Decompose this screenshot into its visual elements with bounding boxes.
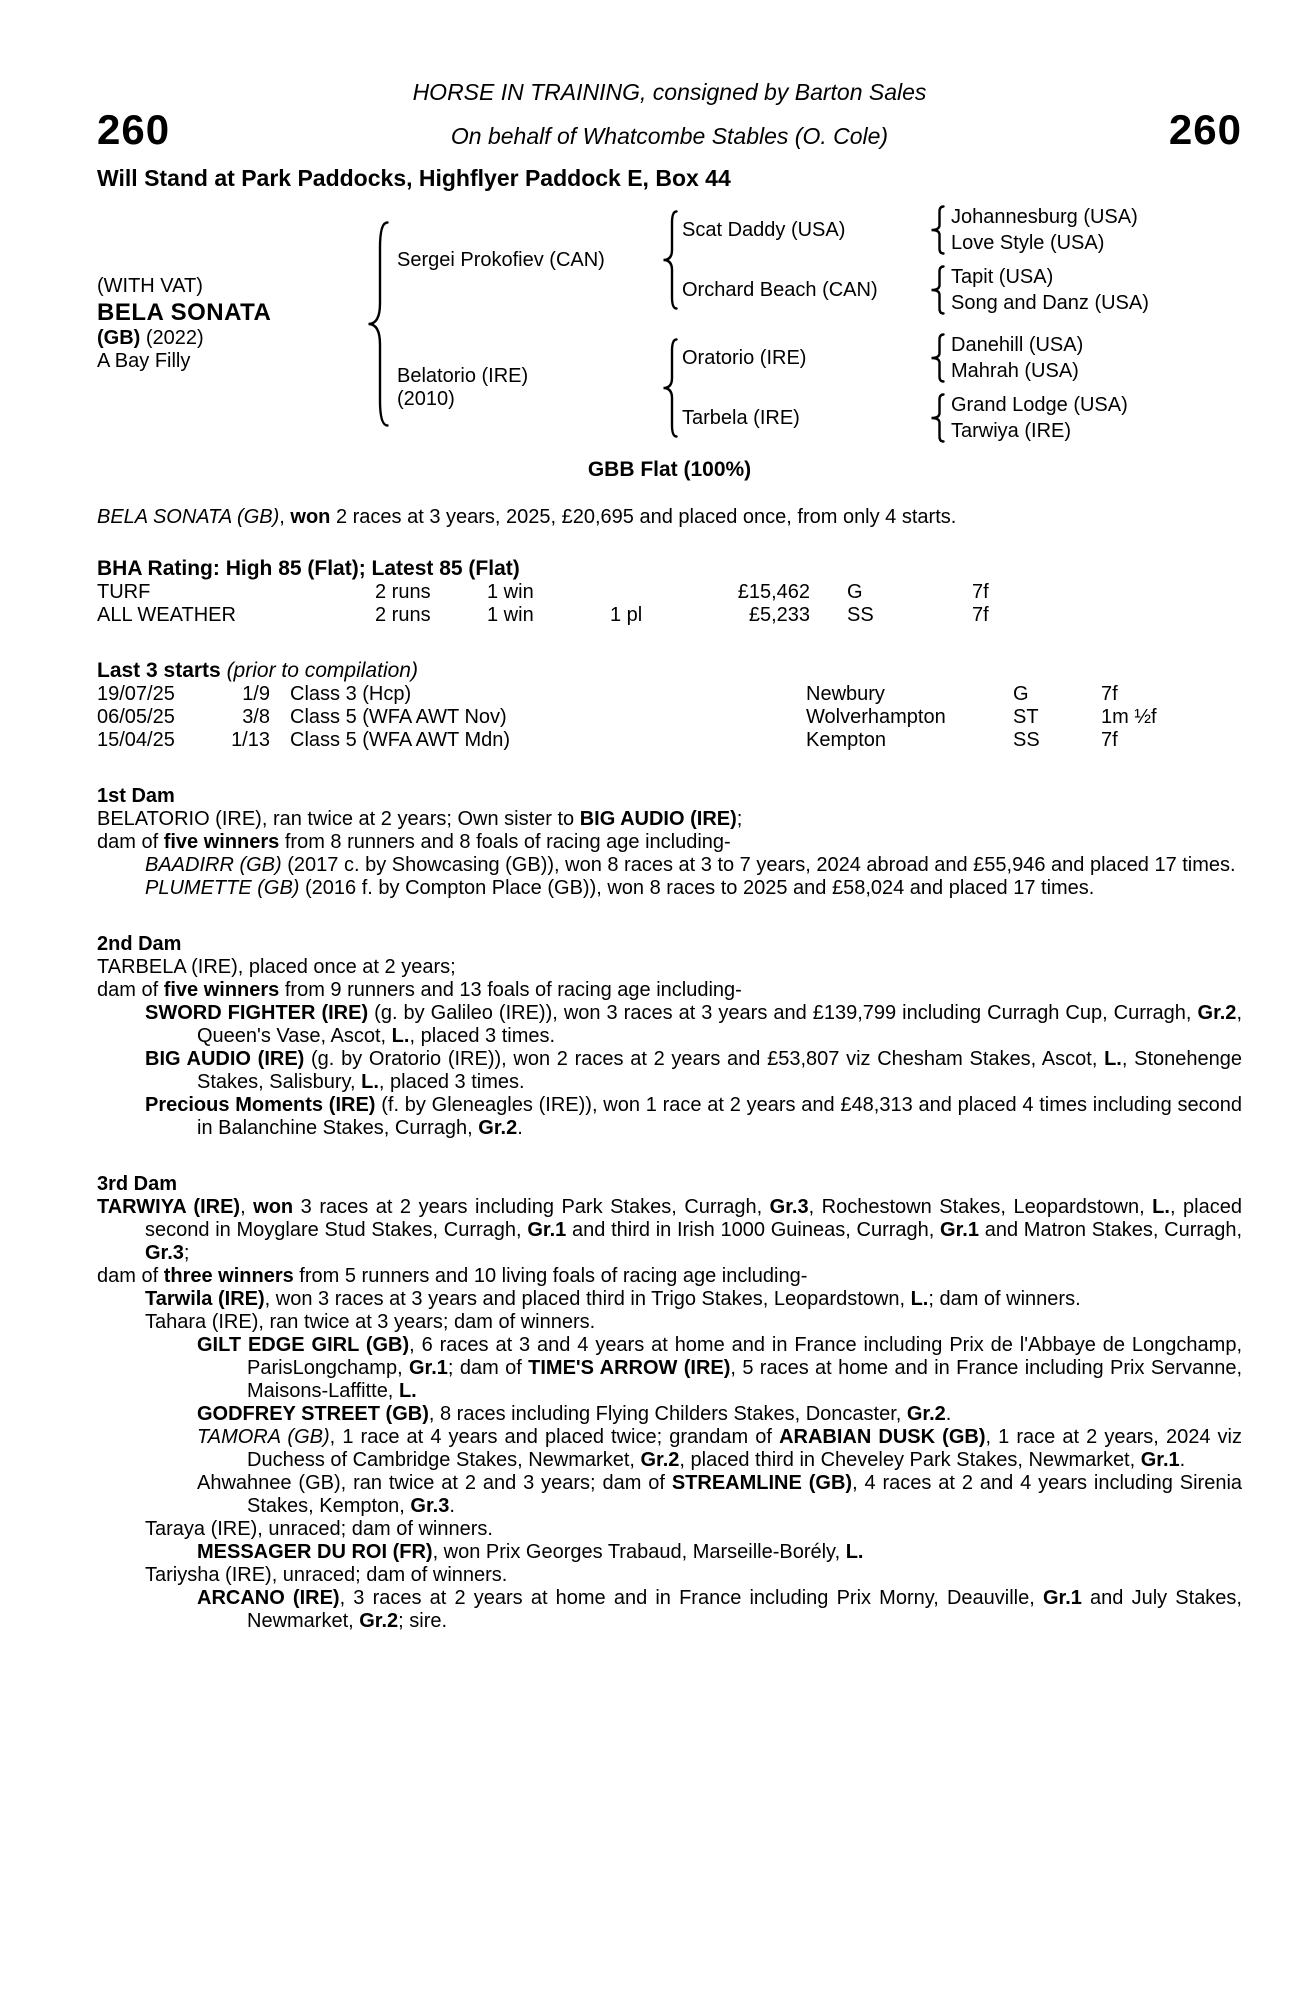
last-starts-heading-bold: Last 3 starts [97, 659, 227, 682]
dam-sire-brace [930, 333, 945, 383]
sire-cell [397, 249, 662, 272]
race-date: 19/07/25 [97, 683, 175, 705]
dam-dam-name: Tarbela (IRE) [682, 406, 800, 429]
dam-dam-brace [930, 393, 945, 443]
pedigree-paragraph: ARCANO (IRE), 3 races at 2 years at home and in France including Prix Morny, Deauville, Gr.1 and July Stakes, Newmarket, Gr.2; sire. [197, 1587, 1242, 1632]
race-course: Wolverhampton [806, 706, 946, 728]
finish-position: 1/9 [242, 683, 270, 705]
section-2nd-dam [97, 933, 1242, 1140]
going-value: SS [1013, 729, 1040, 751]
distance-value: 7f [1101, 683, 1118, 705]
section-heading: 2nd Dam [97, 933, 182, 955]
race-date: 06/05/25 [97, 706, 175, 728]
going-value: G [847, 581, 863, 603]
pedigree-paragraph: Ahwahnee (GB), ran twice at 2 and 3 years; dam of STREAMLINE (GB), 4 races at 2 and 4 years including Sirenia Stakes, Kempton, Gr.3. [197, 1472, 1243, 1517]
dam-year: (2010) [397, 388, 455, 410]
wins-value: 1 win [487, 581, 534, 603]
last-starts-heading [97, 659, 1242, 683]
pedigree-paragraph: Tariysha (IRE), unraced; dam of winners. [145, 1564, 508, 1586]
race-course: Newbury [806, 683, 885, 705]
wins-value: 1 win [487, 604, 534, 626]
going-value: ST [1013, 706, 1039, 728]
stand-location-line: Will Stand at Park Paddocks, Highflyer Paddock E, Box 44 [97, 165, 731, 191]
sire-dam-name: Orchard Beach (CAN) [682, 278, 878, 301]
pedigree-paragraph: TARBELA (IRE), placed once at 2 years; [97, 956, 456, 978]
section-heading: 1st Dam [97, 785, 175, 807]
dam-branches [682, 332, 1128, 444]
runs-value: 2 runs [375, 604, 431, 626]
earnings-value: £15,462 [737, 581, 810, 603]
horse-birth-year: (2022) [145, 327, 204, 349]
sire-dam-parents [951, 264, 1149, 316]
surface-label: TURF [97, 581, 151, 603]
race-class: Class 5 (WFA AWT Mdn) [290, 729, 511, 751]
pedigree-paragraph: dam of three winners from 5 runners and 10 living foals of racing age including- [97, 1265, 808, 1287]
finish-position: 1/13 [231, 729, 270, 751]
ancestor-name: Love Style (USA) [951, 232, 1105, 254]
pedigree-subject [97, 275, 367, 373]
going-value: G [1013, 683, 1029, 705]
pedigree-table [97, 204, 1242, 444]
surface-label: ALL WEATHER [97, 604, 236, 626]
pedigree-paragraph: BELATORIO (IRE), ran twice at 2 years; Own sister to BIG AUDIO (IRE); [97, 808, 743, 830]
earnings-value: £5,233 [748, 604, 810, 626]
pedigree-paragraph: BIG AUDIO (IRE) (g. by Oratorio (IRE)), won 2 races at 2 years and £53,807 viz Chesham Stakes, Ascot, L., Stonehenge Stakes, Salisbury, L., placed 3 times. [145, 1048, 1243, 1093]
pedigree-paragraph: TARWIYA (IRE), won 3 races at 2 years including Park Stakes, Curragh, Gr.3, Rochestown Stakes, Leopardstown, L., placed second in Moyglare Stud Stakes, Curragh, Gr.1 and third in Irish 1000 Guineas, Curragh, Gr.1 and Matron Stakes, Curragh, Gr.3; [97, 1196, 1242, 1264]
pedigree-paragraph: BAADIRR (GB) (2017 c. by Showcasing (GB)), won 8 races at 3 to 7 years, 2024 abroad and £55,946 and placed 17 times. [145, 854, 1236, 876]
finish-position: 3/8 [242, 706, 270, 728]
horse-country-suffix: (GB) [97, 327, 141, 349]
table-row [97, 604, 1242, 627]
sire-sire-brace [930, 205, 945, 255]
sire-sire-parents [951, 204, 1138, 256]
sire-dam-brace [930, 265, 945, 315]
sire-brace [662, 210, 678, 310]
pedigree-paragraph: dam of five winners from 8 runners and 8 foals of racing age including- [97, 831, 731, 853]
pedigree-paragraph: Taraya (IRE), unraced; dam of winners. [145, 1518, 493, 1540]
sire-branches [682, 204, 1149, 316]
last-starts-heading-italic: (prior to compilation) [226, 659, 418, 682]
race-class: Class 5 (WFA AWT Nov) [290, 706, 507, 728]
race-course: Kempton [806, 729, 887, 751]
table-row [97, 683, 1242, 706]
pedigree-paragraph: TAMORA (GB), 1 race at 4 years and placed twice; grandam of ARABIAN DUSK (GB), 1 race at 2 years, 2024 viz Duchess of Cambridge Stakes, Newmarket, Gr.2, placed third in Cheveley Park Stakes, Newmarket, Gr.1. [197, 1426, 1243, 1471]
bha-rating-block [97, 557, 1242, 627]
section-1st-dam [97, 785, 1242, 900]
sire-sire-branch [682, 204, 1149, 256]
lot-number-left: 260 [97, 106, 171, 153]
consignor-line: HORSE IN TRAINING, consigned by Barton Sales [412, 79, 927, 105]
lot-row [97, 108, 1242, 152]
dam-dam-branch [682, 392, 1128, 444]
distance-value: 7f [1101, 729, 1118, 751]
pedigree-paragraph: dam of five winners from 9 runners and 13 foals of racing age including- [97, 979, 742, 1001]
sire-dam-branch [682, 264, 1149, 316]
lot-number-right: 260 [1168, 106, 1242, 153]
table-row [97, 581, 1242, 604]
dam-name: Belatorio (IRE) [397, 365, 529, 387]
dam-sire-branch [682, 332, 1128, 384]
ancestor-name: Grand Lodge (USA) [951, 394, 1128, 416]
sire-name: Sergei Prokofiev (CAN) [397, 248, 605, 271]
table-row [97, 706, 1242, 729]
dam-sire-name: Oratorio (IRE) [682, 346, 807, 369]
gbb-eligibility-line: GBB Flat (100%) [587, 458, 752, 481]
pedigree-paragraph: SWORD FIGHTER (IRE) (g. by Galileo (IRE)), won 3 races at 3 years and £139,799 including Curragh Cup, Curragh, Gr.2, Queen's Vase, Ascot, L., placed 3 times. [145, 1002, 1242, 1047]
distance-value: 7f [972, 581, 989, 603]
ancestor-name: Song and Danz (USA) [951, 292, 1149, 314]
pedigree-paragraph: Tarwila (IRE), won 3 races at 3 years and placed third in Trigo Stakes, Leopardstown, L.; dam of winners. [145, 1288, 1081, 1310]
dam-brace [662, 338, 678, 438]
section-heading: 3rd Dam [97, 1173, 178, 1195]
ancestor-name: Danehill (USA) [951, 334, 1084, 356]
pedigree-paragraph: Precious Moments (IRE) (f. by Gleneagles (IRE)), won 1 race at 2 years and £48,313 and placed 4 times including second in Balanchine Stakes, Curragh, Gr.2. [145, 1094, 1242, 1139]
race-record-summary: BELA SONATA (GB), won 2 races at 3 years, 2025, £20,695 and placed once, from only 4 starts. [97, 506, 957, 528]
race-date: 15/04/25 [97, 729, 175, 751]
horse-suffix-year [97, 327, 367, 350]
runs-value: 2 runs [375, 581, 431, 603]
vat-note: (WITH VAT) [97, 275, 203, 297]
section-3rd-dam [97, 1173, 1242, 1633]
pedigree-paragraph: PLUMETTE (GB) (2016 f. by Compton Place (GB)), won 8 races to 2025 and £58,024 and placed 17 times. [145, 877, 1095, 899]
on-behalf-line: On behalf of Whatcombe Stables (O. Cole) [450, 123, 889, 149]
bha-rating-heading: BHA Rating: High 85 (Flat); Latest 85 (Flat) [97, 557, 520, 580]
distance-value: 1m ½f [1101, 706, 1157, 728]
sire-sire-name: Scat Daddy (USA) [682, 218, 846, 241]
dam-cell [397, 365, 662, 411]
race-class: Class 3 (Hcp) [290, 683, 412, 705]
ancestor-name: Mahrah (USA) [951, 360, 1079, 382]
dam-dam-parents [951, 392, 1128, 444]
pedigree-paragraph: Tahara (IRE), ran twice at 3 years; dam of winners. [145, 1311, 596, 1333]
table-row [97, 729, 1242, 752]
pedigree-paragraph: GILT EDGE GIRL (GB), 6 races at 3 and 4 years at home and in France including Prix de l'Abbaye de Longchamp, ParisLongchamp, Gr.1; dam of TIME'S ARROW (IRE), 5 races at home and in France including Prix Servanne, Maisons-Laffitte, L. [197, 1334, 1243, 1402]
sire-block [397, 204, 1149, 316]
pedigree-main-brace [367, 221, 389, 427]
going-value: SS [847, 604, 874, 626]
pedigree-paragraph: GODFREY STREET (GB), 8 races including Flying Childers Stakes, Doncaster, Gr.2. [197, 1403, 952, 1425]
horse-description: A Bay Filly [97, 350, 191, 372]
places-value: 1 pl [610, 604, 643, 626]
pedigree-tree [397, 204, 1149, 444]
pedigree-paragraph: MESSAGER DU ROI (FR), won Prix Georges Trabaud, Marseille-Borély, L. [197, 1541, 864, 1563]
horse-name: BELA SONATA [97, 299, 272, 326]
dam-block [397, 332, 1149, 444]
ancestor-name: Johannesburg (USA) [951, 206, 1138, 228]
ancestor-name: Tarwiya (IRE) [951, 420, 1072, 442]
distance-value: 7f [972, 604, 989, 626]
ancestor-name: Tapit (USA) [951, 266, 1054, 288]
last-starts-block [97, 659, 1242, 752]
dam-sire-parents [951, 332, 1083, 384]
